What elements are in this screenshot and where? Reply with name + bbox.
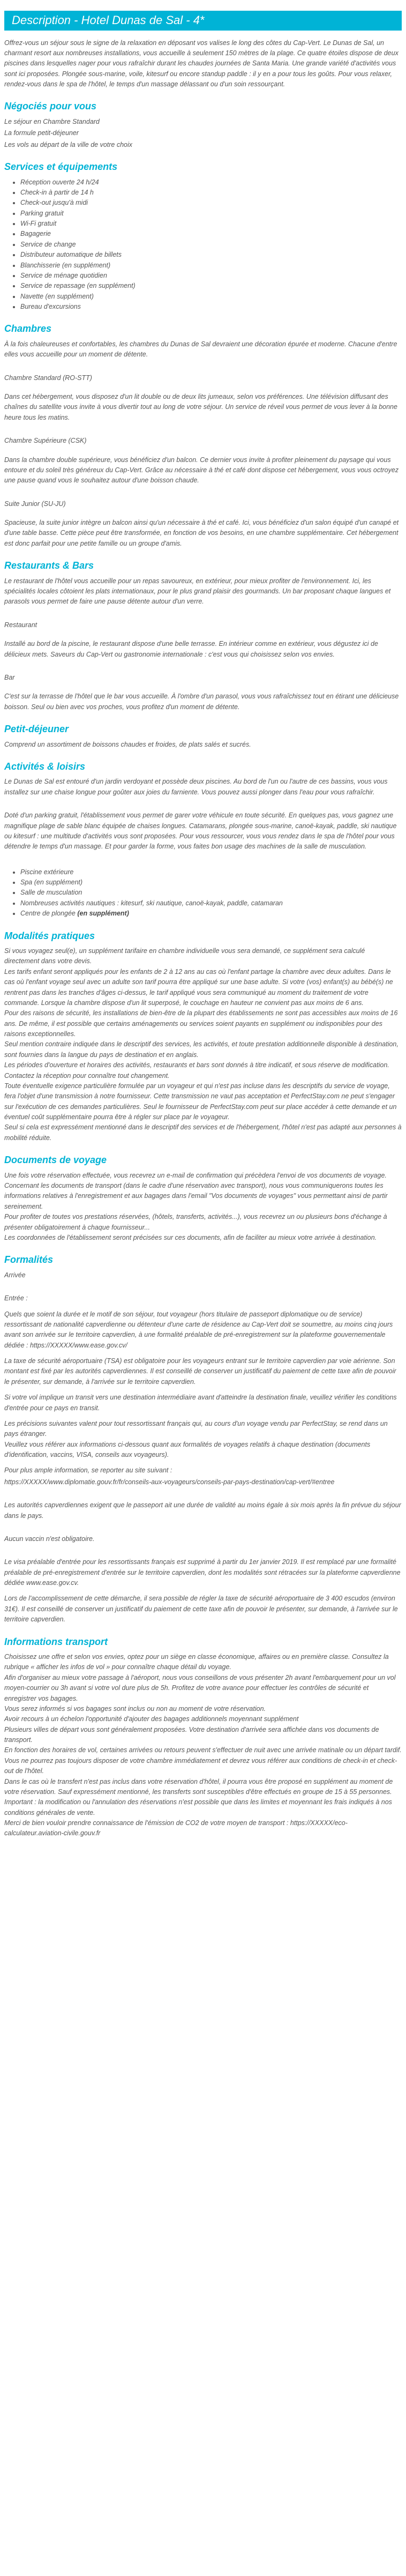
documents-title: Documents de voyage [4, 1155, 107, 1166]
list-item: • Service de change [20, 240, 402, 250]
chambres-title: Chambres [4, 323, 52, 334]
negocie-line: Le séjour en Chambre Standard [4, 117, 100, 125]
list-item: • Nombreuses activités nautiques : kitesurf, ski nautique, canoë-kayak, paddle, catamaran [20, 898, 402, 909]
list-item: • Service de repassage (en supplément) [20, 281, 402, 291]
chambres-intro: À la fois chaleureuses et confortables, les chambres du Dunas de Sal devraient une décoration épurée et moderne. Chacune d'entre elles vous accueille pour un moment de détente. [4, 340, 397, 359]
restaurants-intro: Le restaurant de l'hôtel vous accueille pour un repas savoureux, en extérieur, pour mieux profiter de l'environnement. Ici, les spécialités locales côtoient les plats internationaux, pour le plus grand plaisir des gourmands. Un bar proposant chaque langues et parasols vous permet de faire une pause détente autour d'un verre. [4, 577, 391, 606]
formalites-link[interactable]: https://XXXXX/www.diplomatie.gouv.fr/fr/conseils-aux-voyageurs/conseils-par-pays-destination/cap-vert/#entree [4, 1478, 335, 1486]
negocie-title: Négociés pour vous [4, 101, 97, 112]
list-item: • Check-in à partir de 14 h [20, 188, 402, 198]
formalites-text-4: Les précisions suivantes valent pour tout ressortissant français qui, au cours d'un voyage vendu par PerfectStay, se rend dans un pays étranger. Veuillez vous référer aux informations ci-dessous quant aux formalités de voyages relatifs à chaque destination (documents d'identification, vaccins, VISA, conseils aux voyageurs). [4, 1419, 388, 1459]
list-item: • Piscine extérieure [20, 867, 402, 877]
chambre-standard-title: Chambre Standard (RO-STT) [4, 374, 92, 382]
documents-text: Une fois votre réservation effectuée, vous recevrez un e-mail de confirmation qui précèdera l'envoi de vos documents de voyage. Concernant les documents de transport (dans le cadre d'une réservation avec transport), nous vous communiquerons toutes les informations relatives à l'enregistrement et aux bagages dans l'email "Vos documents de voyages" vous permettant ainsi de partir sereinement. Pour profiter de toutes vos prestations réservées, (hôtels, transferts, activités...), vous recevrez un ou plusieurs bons d'échange à présenter obligatoirement à chaque fournisseur... Les coordonnées de l'établissement seront précisées sur ces documents, afin de faciliter au mieux votre arrivée à destination. [4, 1171, 388, 1241]
list-item: • Salle de musculation [20, 888, 402, 898]
list-item: • Navette (en supplément) [20, 292, 402, 302]
list-item: • Distributeur automatique de billets [20, 250, 402, 260]
restaurants-title: Restaurants & Bars [4, 560, 94, 571]
list-item: • Bureau d'excursions [20, 302, 402, 312]
list-item: • Parking gratuit [20, 209, 402, 219]
formalites-text-8: Le visa préalable d'entrée pour les ressortissants français est supprimé à partir du 1er janvier 2019. Il est remplacé par une formalité préalable de pré-enregistrement d'entrée sur le territoire capverdien, dont les modalités sont rétracées sur la plateforme capverdienne dédiée www.ease.gov.cv. [4, 1558, 401, 1587]
formalites-text-6: Les autorités capverdiennes exigent que le passeport ait une durée de validité au moins égale à six mois après la fin prévue du séjour dans le pays. [4, 1501, 401, 1520]
petitdej-text: Comprend un assortiment de boissons chaudes et froides, de plats salés et sucrés. [4, 740, 251, 748]
list-item: • Spa (en supplément) [20, 877, 402, 888]
suite-junior-title: Suite Junior (SU-JU) [4, 500, 66, 508]
activites-text-2: Doté d'un parking gratuit, l'établissement vous permet de garer votre véhicule en toute sécurité. En quelques pas, vous gagnez une magnifique plage de sable blanc équipée de chaises longues. Catamarans, plongée sous-marine, canoë-kayak, paddle, ski nautique ou kitesurf : une multitude d'activités vous sont proposées. Pour vous ressourcer, vous vous rendez dans le spa de l'hôtel pour vous détendre le temps d'un massage. Et pour garder la forme, vous faites bon usage des machines de la salle de musculation. [4, 811, 397, 851]
negocie-line: Les vols au départ de la ville de votre choix [4, 140, 133, 148]
suite-junior-text: Spacieuse, la suite junior intègre un balcon ainsi qu'un nécessaire à thé et café. Ici, vous bénéficiez d'un salon équipé d'un canapé et d'une table basse. Cette pièce peut être transformée, en fonction de vos besoins, en une chambre supplémentaire. Cet hébergement est donc parfait pour une petite famille ou un groupe d'amis. [4, 519, 399, 547]
infos-text: Choisissez une offre et selon vos envies, optez pour un siège en classe économique, affaires ou en première classe. Consultez la rubrique « afficher les infos de vol » pour connaître chaque détail du voyage. Afin d'organiser au mieux votre passage à l'aéroport, nous vous conseillons de vous présenter 2h avant l'embarquement pour un vol moyen-courrier ou 3h avant si votre vol dure plus de 5h. Profitez de votre avance pour effectuer les contrôles de sécurité et enregistrer vos bagages. Vous serez informés si vos bagages sont inclus ou non au moment de votre réservation. Avoir recours à un échelon l'opportunité d'ajouter des bagages additionnels moyennant supplément Plusieurs villes de départ vous sont généralement proposées. Votre destination d'arrivée sera affichée dans vos documents de transport. En fonction des horaires de vol, certaines arrivées ou retours peuvent s'effectuer de nuit avec une arrivée matinale ou un départ tardif. Vous ne pourrez pas toujours disposer de votre chambre immédiatement et devrez vous référer aux conditions de check-in et check-out de l'hôtel. Dans le cas où le transfert n'est pas inclus dans votre réservation d'hôtel, il pourra vous être proposé en supplément au moment de votre réservation. Sauf expressément mentionné, les transferts sont susceptibles d'être effectués en groupe de 15 à 55 personnes. Important : la modification ou l'annulation des réservations n'est possible que dans les limites et moyennant les frais indiqués à nos conditions générales de vente. Merci de bien vouloir prendre connaissance de l'émission de CO2 de votre moyen de transport : https://XXXXX/eco-calculateur.aviation-civile.gouv.fr [4, 1653, 402, 1837]
list-item: • Check-out jusqu'à midi [20, 198, 402, 208]
formalites-text-5: Pour plus ample information, se reporter au site suivant : [4, 1466, 172, 1475]
chambre-superieure-title: Chambre Supérieure (CSK) [4, 437, 87, 445]
list-item-label: Centre de plongée [20, 910, 78, 918]
negocie-line: La formule petit-déjeuner [4, 129, 79, 137]
bar-text: C'est sur la terrasse de l'hôtel que le bar vous accueille. À l'ombre d'un parasol, vous vous rafraîchissez tout en étirant une délicieuse boisson. Seul ou bien avec vos proches, vous profitez d'un moment de détente. [4, 693, 399, 711]
services-list [4, 177, 402, 312]
services-title: Services et équipements [4, 161, 118, 173]
list-item: • Blanchisserie (en supplément) [20, 260, 402, 271]
restaurant-text: Installé au bord de la piscine, le restaurant dispose d'une belle terrasse. En intérieur comme en extérieur, vous dégustez ici de délicieux mets. Saveurs du Cap-Vert ou gastronomie internationale : c'est vous qui choisissez selon vos envies. [4, 640, 378, 658]
petitdej-title: Petit-déjeuner [4, 724, 69, 735]
list-item [20, 909, 402, 919]
restaurant-title: Restaurant [4, 621, 37, 629]
modalites-text: Si vous voyagez seul(e), un supplément tarifaire en chambre individuelle vous sera demandé, ce supplément sera calculé directement dans votre devis. Les tarifs enfant seront appliqués pour les enfants de 2 à 12 ans au cas où l'enfant partage la chambre avec deux adultes. Dans le cas où l'enfant voyage seul avec un adulte son tarif pourra être appliqué sur une base adulte. Si votre (vos) enfant(s) au bébé(s) ne rentrent pas dans les tranches d'âges ci-dessus, le tarif appliqué vous sera communiqué au moment du traitement de votre commande. Lorsque la chambre dispose d'un lit superposé, le couchage en hauteur ne convient pas aux moins de 6 ans. Pour des raisons de sécurité, les installations de bien-être de la plupart des établissements ne sont pas accessibles aux moins de 16 ans. De même, il est possible que certains aménagements ou services soient payants en supplément ou indisponibles pour des raisons exceptionnelles. Seul mention contraire indiquée dans le descriptif des services, les activités, et toute prestation additionnelle disponible à destination, sont fournies dans la langue du pays de destination et en anglais. Les périodes d'ouverture et horaires des activités, restaurants et bars sont donnés à titre indicatif, et sous réserve de modification. Contactez la réception pour connaître tout changement. Toute éventuelle exigence particulière formulée par un voyageur et qui n'est pas incluse dans les descriptifs du service de voyage, fera l'objet d'une transmission à notre fournisseur. Cette transmission ne vaut pas acceptation et PerfectStay.com ne peut s'engager sur l'exécution de ces demandes particulières. Seul le fournisseur de PerfectStay.com peut sur place accéder à cette demande et un éventuel coût supplémentaire pourra être à régler sur place par le voyageur. Seul si cela est expressément mentionné dans le descriptif des services et de l'hébergement, l'hôtel n'est pas adapté aux personnes à mobilité réduite. [4, 947, 402, 1142]
formalites-text-7: Aucun vaccin n'est obligatoire. [4, 1535, 95, 1543]
list-item-extra: (en supplément) [77, 910, 129, 918]
formalites-arrivee: Arrivée [4, 1271, 26, 1279]
chambre-standard-text: Dans cet hébergement, vous disposez d'un lit double ou de deux lits jumeaux, selon vos préférences. Une télévision diffusant des chaînes du satellite vous invite à vous divertir tout au long de votre séjour. Un service de réveil vous permet de vous lever à la bonne heure tous les matins. [4, 393, 397, 421]
list-item: • Service de ménage quotidien [20, 271, 402, 281]
formalites-text-1: Quels que soient la durée et le motif de son séjour, tout voyageur (hors titulaire de passeport diplomatique ou de service) ressortissant de nationalité capverdienne ou détenteur d'une carte de résidence au Cap-Vert doit se soumettre, au moins cinq jours avant son arrivée sur le territoire capverdien, à une formalité préalable de pré-enregistrement sur la plateforme gouvernementale dédiée : https://XXXXX/www.ease.gov.cv/ [4, 1310, 393, 1349]
list-item: • Réception ouverte 24 h/24 [20, 177, 402, 188]
chambre-superieure-text: Dans la chambre double supérieure, vous bénéficiez d'un balcon. Ce dernier vous invite à profiter pleinement du paysage qui vous entoure et du soleil très généreux du Cap-Vert. Grâce au nécessaire à thé et café dont dispose cet hébergement, vous vous octroyez une pause quand vous le souhaitez autour d'une boisson chaude. [4, 456, 399, 485]
description-banner: Description - Hotel Dunas de Sal - 4* [4, 11, 402, 31]
intro-text: Offrez-vous un séjour sous le signe de la relaxation en déposant vos valises le long des côtes du Cap-Vert. Le Dunas de Sal, un charmant resort aux nombreuses installations, vous accueille à seulement 150 mètres de la plage. Ce quatre étoiles dispose de deux piscines dans lesquelles nager pour vous rafraîchir durant les chaudes journées de Santa Maria. Une grande variété d'activités vous sont ici proposées. Plongée sous-marine, voile, kitesurf ou encore standup paddle : il y en a pour tous les goûts. Pour vous relaxer, rendez-vous dans le spa de l'hôtel, le temps d'un massage délassant ou d'un soin ressourçant. [4, 39, 399, 88]
bar-title: Bar [4, 673, 15, 681]
description-content [0, 38, 406, 1839]
formalites-entree: Entrée : [4, 1294, 28, 1302]
list-item: • Wi-Fi gratuit [20, 219, 402, 229]
infos-title: Informations transport [4, 1636, 108, 1647]
formalites-title: Formalités [4, 1254, 54, 1265]
formalites-text-9: Lors de l'accomplissement de cette démarche, il sera possible de régler la taxe de sécurité aéroportuaire de 3 400 escudos (environ 31€). Il est conseillé de conserver un justificatif du paiement de cette taxe afin de pouvoir le présenter, sur demande, à l'arrivée sur le territoire capverdien. [4, 1595, 398, 1624]
formalites-text-3: Si votre vol implique un transit vers une destination intermédiaire avant d'atteindre la destination finale, veuillez vérifier les conditions d'entrée pour ce pays en transit. [4, 1394, 397, 1412]
activites-text-1: Le Dunas de Sal est entouré d'un jardin verdoyant et possède deux piscines. Au bord de l'un ou l'autre de ces bassins, vous vous installez sur une chaise longue pour goûter aux joies du farniente. Vous pouvez aussi plonger dans l'eau pour vous rafraîchir. [4, 778, 388, 796]
modalites-title: Modalités pratiques [4, 930, 95, 941]
activites-list [4, 867, 402, 919]
activites-title: Activités & loisirs [4, 761, 86, 772]
formalites-text-2: La taxe de sécurité aéroportuaire (TSA) est obligatoire pour les voyageurs entrant sur le territoire capverdien par voie aérienne. Son montant est fixé par les autorités capverdiennes. Il est conseillé de conserver un justificatif du paiement de cette taxe afin de pouvoir le présenter, sur demande, à l'arrivée sur le territoire capverdien. [4, 1357, 396, 1386]
list-item: • Bagagerie [20, 229, 402, 239]
